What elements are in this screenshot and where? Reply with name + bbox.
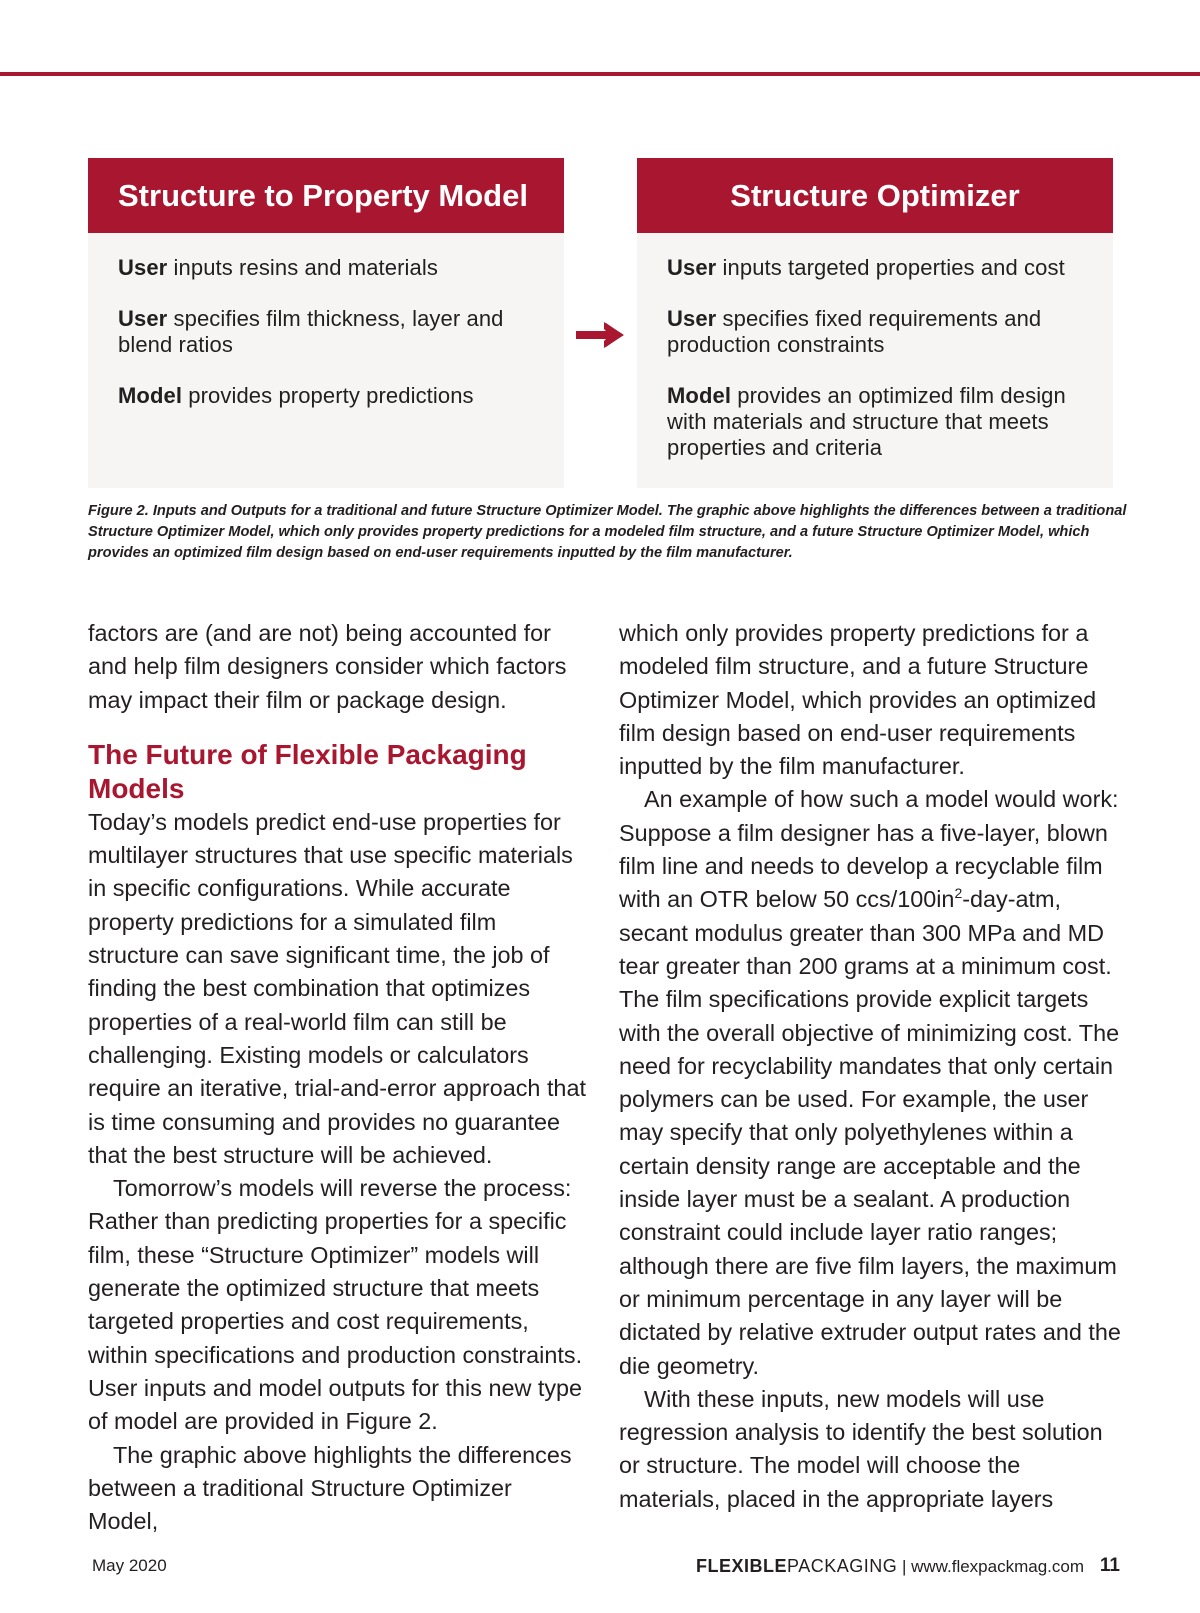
section-heading: The Future of Flexible Packaging Models bbox=[88, 738, 527, 804]
website-link[interactable]: www.flexpackmag.com bbox=[911, 1557, 1084, 1576]
left-column bbox=[88, 617, 588, 1538]
panel-item: User inputs targeted properties and cost bbox=[667, 255, 1065, 280]
panel-item: User specifies fixed requirements and production constraints bbox=[667, 306, 1042, 357]
paragraph: factors are (and are not) being accounted for and help film designers consider which factors may impact their film or package design. bbox=[88, 620, 567, 713]
right-column bbox=[619, 617, 1124, 1516]
paragraph: Today’s models predict end-use properties for multilayer structures that use specific materials in specific configurations. While accurate property predictions for a simulated film structure can save significant time, the job of finding the best combination that optimizes properties of a real-world film can still be challenging. Existing models or calculators require an iterative, trial-and-error approach that is time consuming and provides no guarantee that the best structure will be achieved. bbox=[88, 808, 586, 1168]
paragraph: Tomorrow’s models will reverse the process: Rather than predicting properties for a specific film, these “Structure Optimizer” models will generate the optimized structure that meets targeted properties and cost requirements, within specifications and production constraints. User inputs and model outputs for this new type of model are provided in Figure 2. bbox=[88, 1175, 583, 1435]
top-rule bbox=[0, 72, 1200, 76]
panel-item: Model provides property predictions bbox=[118, 383, 474, 408]
structure-optimizer-panel bbox=[637, 158, 1113, 488]
publication-brand: FLEXIBLEPACKAGING | www.flexpackmag.com bbox=[696, 1556, 1084, 1576]
structure-to-property-panel bbox=[88, 158, 564, 488]
panel-item: User specifies film thickness, layer and blend ratios bbox=[118, 306, 504, 357]
page-number: 11 bbox=[1099, 1555, 1120, 1576]
panel-title: Structure Optimizer bbox=[637, 158, 1113, 233]
panel-title: Structure to Property Model bbox=[88, 158, 564, 233]
paragraph: which only provides property predictions for a modeled film structure, and a future Structure Optimizer Model, which provides an optimized film design based on end-user requirements inputted by the film manufacturer. bbox=[619, 620, 1097, 780]
figure-caption: Figure 2. Inputs and Outputs for a traditional and future Structure Optimizer Model. The graphic above highlights the differences between a traditional Structure Optimizer Model, which only provides property predictions for a modeled film structure, and a future Structure Optimizer Model, which provides an optimized film design based on end-user requirements inputted by the film manufacturer. bbox=[88, 503, 1127, 561]
paragraph: An example of how such a model would work: Suppose a film designer has a five-layer, blown film line and needs to develop a recyclable film with an OTR below 50 ccs/$100in^2-day$-atm, secant modulus greater than 300 MPa and MD tear greater than 200 grams at a minimum cost. The film specifications provide explicit targets with the overall objective of minimizing cost. The need for recyclability mandates that only certain polymers can be used. For example, the user may specify that only polyethylenes within a certain density range are acceptable and the inside layer must be a sealant. A production constraint could include layer ratio ranges; although there are five film layers, the maximum or minimum percentage in any layer will be dictated by relative extruder output rates and the die geometry. bbox=[619, 786, 1121, 1379]
right-arrow-icon bbox=[576, 320, 626, 350]
issue-date: May 2020 bbox=[92, 1556, 167, 1575]
panel-item: User inputs resins and materials bbox=[118, 255, 438, 280]
paragraph: The graphic above highlights the differences between a traditional Structure Optimizer Model, bbox=[88, 1441, 572, 1535]
paragraph: With these inputs, new models will use regression analysis to identify the best solution or structure. The model will choose the materials, placed in the appropriate layers bbox=[619, 1385, 1103, 1512]
panel-item: Model provides an optimized film design with materials and structure that meets properties and criteria bbox=[667, 383, 1066, 460]
